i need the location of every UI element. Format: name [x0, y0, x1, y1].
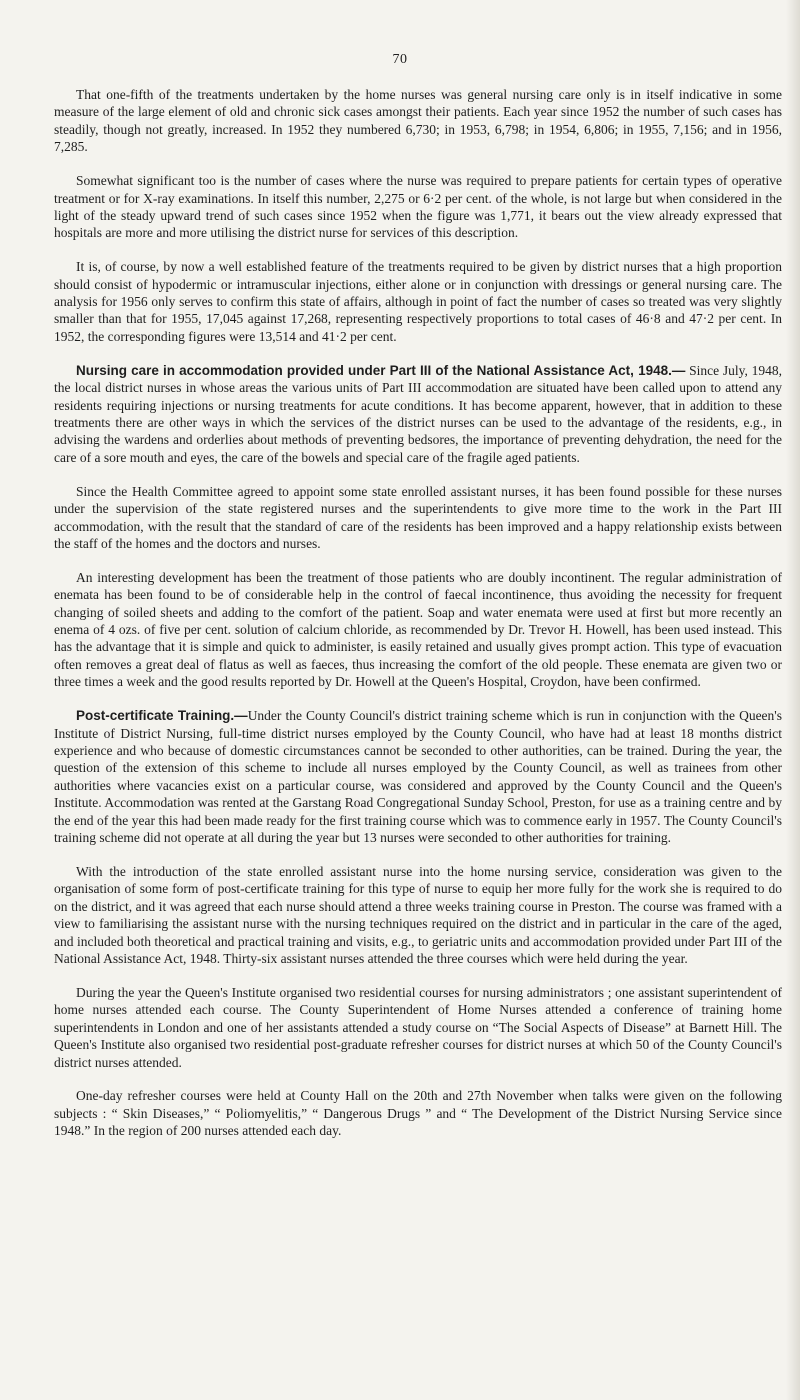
- page-number: 70: [392, 52, 408, 67]
- page-edge-shadow: [786, 0, 800, 1400]
- paragraph-text: Since the Health Committee agreed to appoint some state enrolled assistant nurses, it has been found possible for these nurses under the supervision of the state registered nurses and the superintendents to give more time to the work in the Part III accommodation, with the result that the standard of care of the residents has been improved and a happy relationship exists between the staff of the homes and the doctors and nurses.: [54, 483, 782, 551]
- paragraph: [54, 362, 782, 466]
- paragraph-text: It is, of course, by now a well established feature of the treatments required to be given by district nurses that a high proportion should consist of hypodermic or intramuscular injections, either alone or in conjunction with dressings or general nursing care. The analysis for 1956 only serves to confirm this state of affairs, although in point of fact the number of cases so treated was very slightly smaller than that for 1955, 17,045 against 17,268, representing respectively proportions to total cases of 46·8 and 47·2 per cent. In 1952, the corresponding figures were 13,514 and 41·2 per cent.: [54, 259, 782, 344]
- paragraph-text: That one-fifth of the treatments undertaken by the home nurses was general nursing care only is in itself indicative in some measure of the large element of old and chronic sick cases amongst their patients. Each year since 1952 the number of such cases has steadily, though not greatly, increased. In 1952 they numbered 6,730; in 1953, 6,798; in 1954, 6,806; in 1955, 7,156; and in 1956, 7,285.: [54, 87, 782, 155]
- paragraph: [54, 863, 782, 967]
- paragraph-text: An interesting development has been the treatment of those patients who are doubly incontinent. The regular administration of enemata has been found to be of considerable help in the control of faecal incontinence, thus avoiding the necessity for frequent changing of soiled sheets and adding to the comfort of the patient. Soap and water enemata were used at first but more recently an enema of 4 ozs. of five per cent. solution of calcium chloride, as recommended by Dr. Trevor H. Howell, has been used instead. This has the advantage that it is simple and quick to administer, is easily retained and usually gives prompt action. This type of evacuation often removes a great deal of flatus as well as faeces, thus increasing the comfort of the old people. These enemata are given two or three times a week and the good results reported by Dr. Howell at the Queen's Hospital, Croydon, have been confirmed.: [54, 569, 782, 690]
- paragraph: [54, 483, 782, 553]
- paragraph: [54, 86, 782, 156]
- paragraph-text: During the year the Queen's Institute organised two residential courses for nursing administrators ; one assistant superintendent of home nurses attended each course. The County Superintendent of Home Nurses attended a conference of training home superintendents in London and one of her assistants attended a study course on “The Social Aspects of Disease” at Barnett Hill. The Queen's Institute also organised two residential post-graduate refresher courses for district nurses at which 50 of the County Council's district nurses attended.: [54, 984, 782, 1070]
- paragraph: [54, 707, 782, 846]
- paragraph: [54, 1087, 782, 1139]
- paragraph: [54, 569, 782, 691]
- paragraph-text: With the introduction of the state enrolled assistant nurse into the home nursing service, consideration was given to the organisation of some form of post-certificate training for this type of nurse to equip her more fully for the work she is required to do on the district, and it was agreed that each nurse should attend a three weeks training course in Preston. The course was framed with a view to familiarising the assistant nurse with the nursing techniques required on the district and in particular in the care of the aged, and included both theoretical and practical training and visits, e.g., to geriatric units and accommodation provided under Part III of the National Assistance Act, 1948. Thirty-six assistant nurses attended the three courses which were held during the year.: [54, 863, 782, 966]
- body-text: [54, 86, 782, 1156]
- section-heading-post-certificate: Post-certificate Training.—: [76, 708, 248, 724]
- paragraph-text: Under the County Council's district training scheme which is run in conjunction with the Queen's Institute of District Nursing, full-time district nurses employed by the County Council, who have had at least 18 months district experience and who because of domestic circumstances cannot be seconded to other authorities, can be trained. During the year, the question of the extension of this scheme to include all nurses employed by the County Council, as well as trainees from other authorities where vacancies exist on a particular course, was considered and approved by the County Council and the Queen's Institute. Accommodation was rented at the Garstang Road Congregational Sunday School, Preston, for use as a training centre and by the end of the year this had been made ready for the first training course which was to commence early in 1957. The County Council's training scheme did not operate at all during the year but 13 nurses were seconded to other authorities for training.: [54, 708, 782, 846]
- paragraph-text: Somewhat significant too is the number of cases where the nurse was required to prepare patients for certain types of operative treatment or for X-ray examinations. In itself this number, 2,275 or 6·2 per cent. of the whole, is not large but when considered in the light of the steady upward trend of such cases since 1952 when the figure was 1,771, it bears out the view already expressed that hospitals are more and more utilising the district nurse for services of this description.: [54, 173, 782, 241]
- paragraph: [54, 984, 782, 1071]
- paragraph: [54, 258, 782, 345]
- paragraph: [54, 172, 782, 242]
- paragraph-text: Since July, 1948, the local district nurses in whose areas the various units of Part III accommodation are situated have been called upon to attend any residents requiring injections or nursing treatments for acute conditions. It has become apparent, however, that in addition to these treatments there are other ways in which the services of the district nurses can be used to the advantage of the residents, e.g., in advising the wardens and orderlies about methods of preventing bedsores, the importance of preventing dehydration, the need for the care of a sore mouth and eyes, the care of the bowels and special care of the fragile aged patients.: [54, 362, 782, 465]
- section-heading-part-iii: Nursing care in accommodation provided under Part III of the National Assistance Act, 1948.—: [76, 362, 686, 378]
- paragraph-text: One-day refresher courses were held at County Hall on the 20th and 27th November when talks were given on the following subjects : “ Skin Diseases,” “ Poliomyelitis,” “ Dangerous Drugs ” and “ The Development of the District Nursing Service since 1948.” In the region of 200 nurses attended each day.: [54, 1088, 782, 1139]
